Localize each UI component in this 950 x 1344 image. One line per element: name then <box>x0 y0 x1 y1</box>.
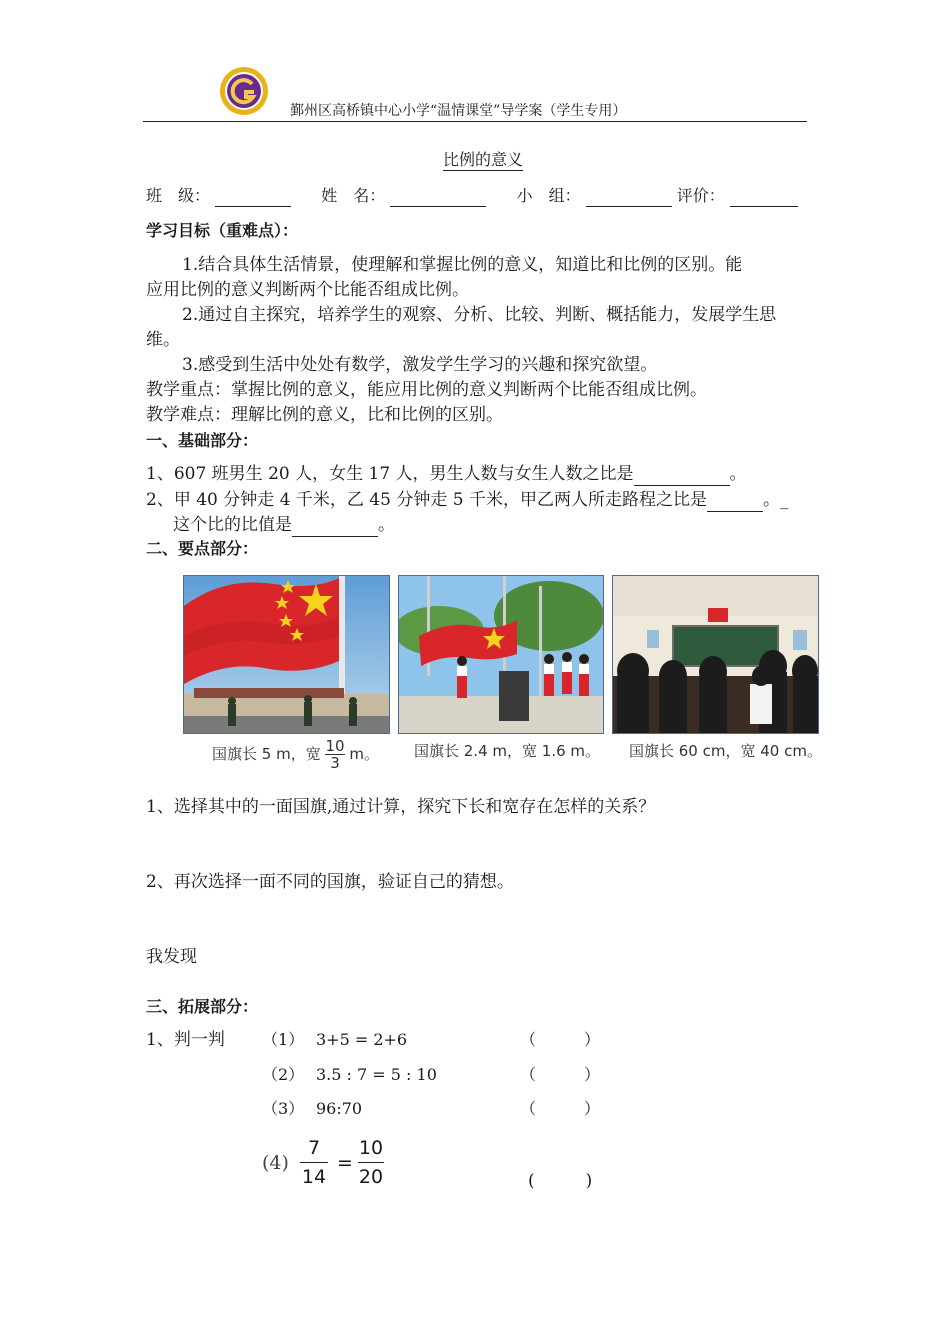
judge-intro: 1、判一判 <box>146 1030 225 1050</box>
judge-item-3-label: （3） <box>262 1099 305 1118</box>
answer-3-blank[interactable] <box>292 518 378 537</box>
answer-1-blank[interactable] <box>634 467 730 486</box>
flag-photo-classroom <box>612 575 819 734</box>
caption-flag-3: 国旗长 60 cm，宽 40 cm。 <box>629 742 822 760</box>
caption-1-fraction: $\frac{10}{3}$ <box>325 737 345 772</box>
goal-1-line-2: 应用比例的意义判断两个比能否组成比例。 <box>146 280 469 300</box>
judge-item-4-fraction-right: 10 20 <box>358 1137 384 1188</box>
goal-1-line-1: 1.结合具体生活情景，使理解和掌握比例的意义，知道比和比例的区别。能 <box>182 255 743 275</box>
question-2: 2、甲 40 分钟走 4 千米，乙 45 分钟走 5 千米，甲乙两人所走路程之比是 。_ <box>146 490 789 510</box>
judge-item-1-label: （1） <box>262 1030 305 1049</box>
judge-item-3-expr: 96:70 <box>316 1099 363 1118</box>
caption-flag-2: 国旗长 2.4 m，宽 1.6 m。 <box>414 742 601 760</box>
class-label: 班 级： <box>146 186 211 205</box>
answer-2-blank[interactable] <box>707 493 763 512</box>
goal-2-line-2: 维。 <box>146 330 180 350</box>
header-rule <box>143 121 807 122</box>
question-2-line-2: 这个比的比值是 。 <box>173 515 395 535</box>
task-2: 2、再次选择一面不同的国旗，验证自己的猜想。 <box>146 872 514 892</box>
goals-heading: 学习目标（重难点）： <box>146 221 299 240</box>
judge-item-4-equals: = <box>337 1152 353 1174</box>
judge-item-2-answer[interactable]: （ ） <box>520 1065 601 1084</box>
discover-label: 我发现 <box>146 947 197 967</box>
section-1-heading: 一、基础部分： <box>146 431 259 450</box>
caption-flag-1: 国旗长 5 m，宽 $\frac{10}{3}$ m。 <box>212 737 379 772</box>
name-field[interactable] <box>390 188 486 207</box>
judge-item-4-label: (4) <box>262 1152 289 1174</box>
judge-item-3-answer[interactable]: （ ） <box>520 1099 601 1118</box>
task-1: 1、选择其中的一面国旗,通过计算，探究下长和宽存在怎样的关系？ <box>146 797 656 817</box>
group-field[interactable] <box>586 188 672 207</box>
flag-photo-school-ceremony <box>398 575 604 734</box>
difficulty: 教学难点：理解比例的意义，比和比例的区别。 <box>146 405 503 425</box>
class-field[interactable] <box>215 188 291 207</box>
key-point: 教学重点：掌握比例的意义，能应用比例的意义判断两个比能否组成比例。 <box>146 380 707 400</box>
goal-3: 3.感受到生活中处处有数学，激发学生学习的兴趣和探究欲望。 <box>182 355 658 375</box>
name-label: 姓 名： <box>321 186 386 205</box>
judge-item-2-expr: 3.5 : 7 = 5 : 10 <box>316 1065 437 1084</box>
flag-photo-tiananmen <box>183 575 390 734</box>
judge-item-4-answer[interactable]: ( ) <box>528 1171 593 1191</box>
page-title: 比例的意义 <box>443 150 524 169</box>
section-2-heading: 二、要点部分： <box>146 539 259 558</box>
judge-item-1-answer[interactable]: （ ） <box>520 1030 601 1049</box>
school-logo <box>219 66 269 116</box>
goal-2-line-1: 2.通过自主探究，培养学生的观察、分析、比较、判断、概括能力，发展学生思 <box>182 305 777 325</box>
section-3-heading: 三、拓展部分： <box>146 997 259 1016</box>
question-1: 1、607 班男生 20 人，女生 17 人，男生人数与女生人数之比是 。 <box>146 464 747 484</box>
judge-item-2-label: （2） <box>262 1065 305 1084</box>
info-line <box>146 185 798 207</box>
eval-label: 评价： <box>676 186 725 205</box>
judge-item-4-fraction-left: 7 14 <box>301 1137 327 1188</box>
judge-item-1-expr: 3+5 = 2+6 <box>316 1030 408 1049</box>
eval-field[interactable] <box>730 188 798 207</box>
school-header: 鄞州区高桥镇中心小学“温情课堂”导学案（学生专用） <box>290 103 627 119</box>
group-label: 小 组： <box>516 186 581 205</box>
